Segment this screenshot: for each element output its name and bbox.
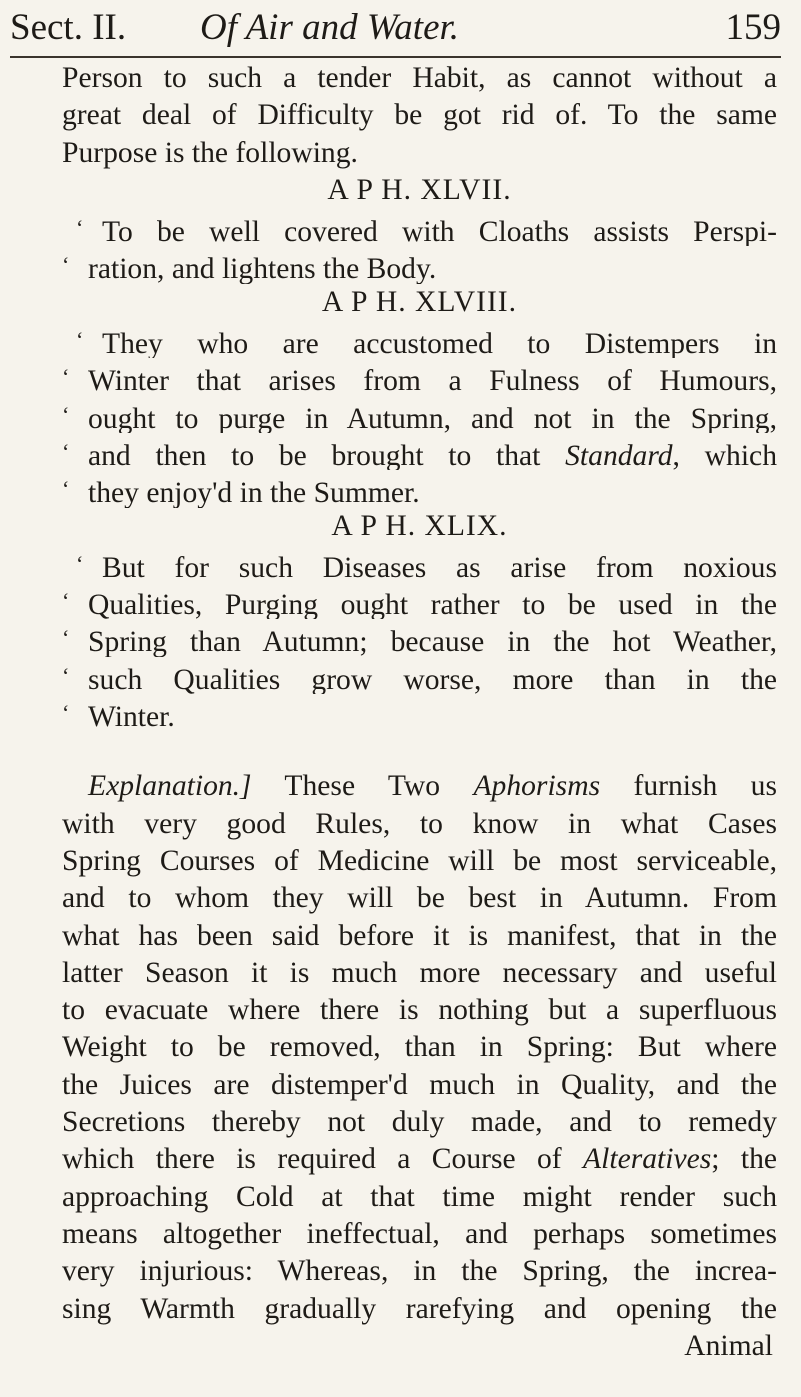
- quote-mark: ‘: [62, 625, 70, 651]
- aphorism-line: [62, 545, 777, 582]
- explanation-line: very injurious: Whereas, in the Spring, the increa-: [62, 1255, 777, 1288]
- quote-mark: ‘: [62, 588, 70, 614]
- aphorism-line: [62, 619, 777, 656]
- paragraph-gap: [62, 731, 777, 768]
- explanation-text: These Two Aphorisms furnish us: [284, 770, 777, 803]
- aphorism-line: [62, 358, 777, 395]
- quote-mark: ‘: [62, 700, 70, 726]
- intro-line: Person to such a tender Habit, as cannot without a: [62, 62, 777, 94]
- explanation-line: the Juices are distemper'd much in Quality, and the: [62, 1068, 777, 1101]
- explanation-line: which there is required a Course of Alteratives; the: [62, 1143, 777, 1176]
- quote-mark: ‘: [62, 401, 70, 427]
- aphorism-line: [62, 321, 777, 358]
- explanation-label: Explanation.]: [88, 770, 252, 803]
- page-body: [62, 60, 777, 1365]
- quote-mark: ‘: [62, 662, 70, 688]
- aphorism-heading: A P H. XLVII.: [327, 173, 512, 206]
- explanation-line: means altogether ineffectual, and perhaps sometimes: [62, 1217, 777, 1250]
- aphorism-text: ration, and lightens the Body.: [88, 253, 437, 284]
- explanation-line: Spring Courses of Medicine will be most serviceable,: [62, 844, 777, 877]
- explanation-line: sing Warmth gradually rarefying and opening the: [62, 1292, 777, 1325]
- quote-mark: ‘: [76, 327, 84, 353]
- quote-mark: ‘: [62, 252, 70, 278]
- aphorism-text: Spring than Autumn; because in the hot Weather,: [88, 626, 777, 657]
- explanation-line: to evacuate where there is nothing but a superfluous: [62, 994, 777, 1027]
- aphorism-heading: A P H. XLIX.: [331, 509, 508, 542]
- intro-line: Purpose is the following.: [62, 136, 358, 169]
- header-rule: [10, 56, 781, 58]
- aphorism-text: they enjoy'd in the Summer.: [88, 477, 420, 508]
- catchword: Animal: [684, 1329, 773, 1362]
- running-head: [10, 4, 781, 52]
- aphorism-line: [62, 694, 777, 731]
- aphorism-text: Winter.: [88, 701, 175, 732]
- aphorism-line: [62, 209, 777, 246]
- aphorism-line: [62, 470, 777, 507]
- aphorism-text: Qualities, Purging ought rather to be used in the: [88, 589, 777, 620]
- quote-mark: ‘: [62, 476, 70, 502]
- aphorism-text: such Qualities grow worse, more than in the: [88, 663, 777, 695]
- aphorism-line: [62, 433, 777, 470]
- aphorism-text: To be well covered with Cloaths assists Perspi-: [102, 216, 777, 247]
- quote-mark: ‘: [76, 550, 84, 576]
- quote-mark: ‘: [62, 364, 70, 390]
- aphorism-text: But for such Diseases as arise from noxious: [102, 551, 777, 583]
- aphorism-line: [62, 582, 777, 619]
- quote-mark: ‘: [76, 215, 84, 241]
- aphorism-line: [62, 657, 777, 694]
- explanation-line: Weight to be removed, than in Spring: But where: [62, 1031, 777, 1064]
- explanation-line: Secretions thereby not duly made, and to remedy: [62, 1106, 777, 1139]
- quote-mark: ‘: [62, 438, 70, 464]
- page-number: 159: [725, 7, 781, 48]
- aphorism-text: and then to be brought to that Standard, which: [88, 439, 777, 471]
- explanation-line: and to whom they will be best in Autumn. From: [62, 882, 777, 915]
- intro-line: great deal of Difficulty be got rid of. To the same: [62, 99, 777, 132]
- explanation-line: what has been said before it is manifest, that in the: [62, 919, 777, 952]
- aphorism-line: [62, 246, 777, 283]
- aphorism-text: ought to purge in Autumn, and not in the Spring,: [88, 402, 777, 433]
- explanation-line: with very good Rules, to know in what Cases: [62, 807, 777, 840]
- chapter-title: Of Air and Water.: [200, 7, 460, 48]
- explanation-line: latter Season it is much more necessary and useful: [62, 956, 777, 989]
- explanation-line: [62, 768, 777, 805]
- aphorism-text: They who are accustomed to Distempers in: [102, 328, 777, 359]
- explanation-line: approaching Cold at that time might render such: [62, 1180, 777, 1213]
- aphorism-line: [62, 396, 777, 433]
- section-label: Sect. II.: [10, 7, 127, 48]
- aphorism-text: Winter that arises from a Fulness of Humours,: [88, 365, 777, 396]
- aphorism-heading: A P H. XLVIII.: [321, 285, 518, 318]
